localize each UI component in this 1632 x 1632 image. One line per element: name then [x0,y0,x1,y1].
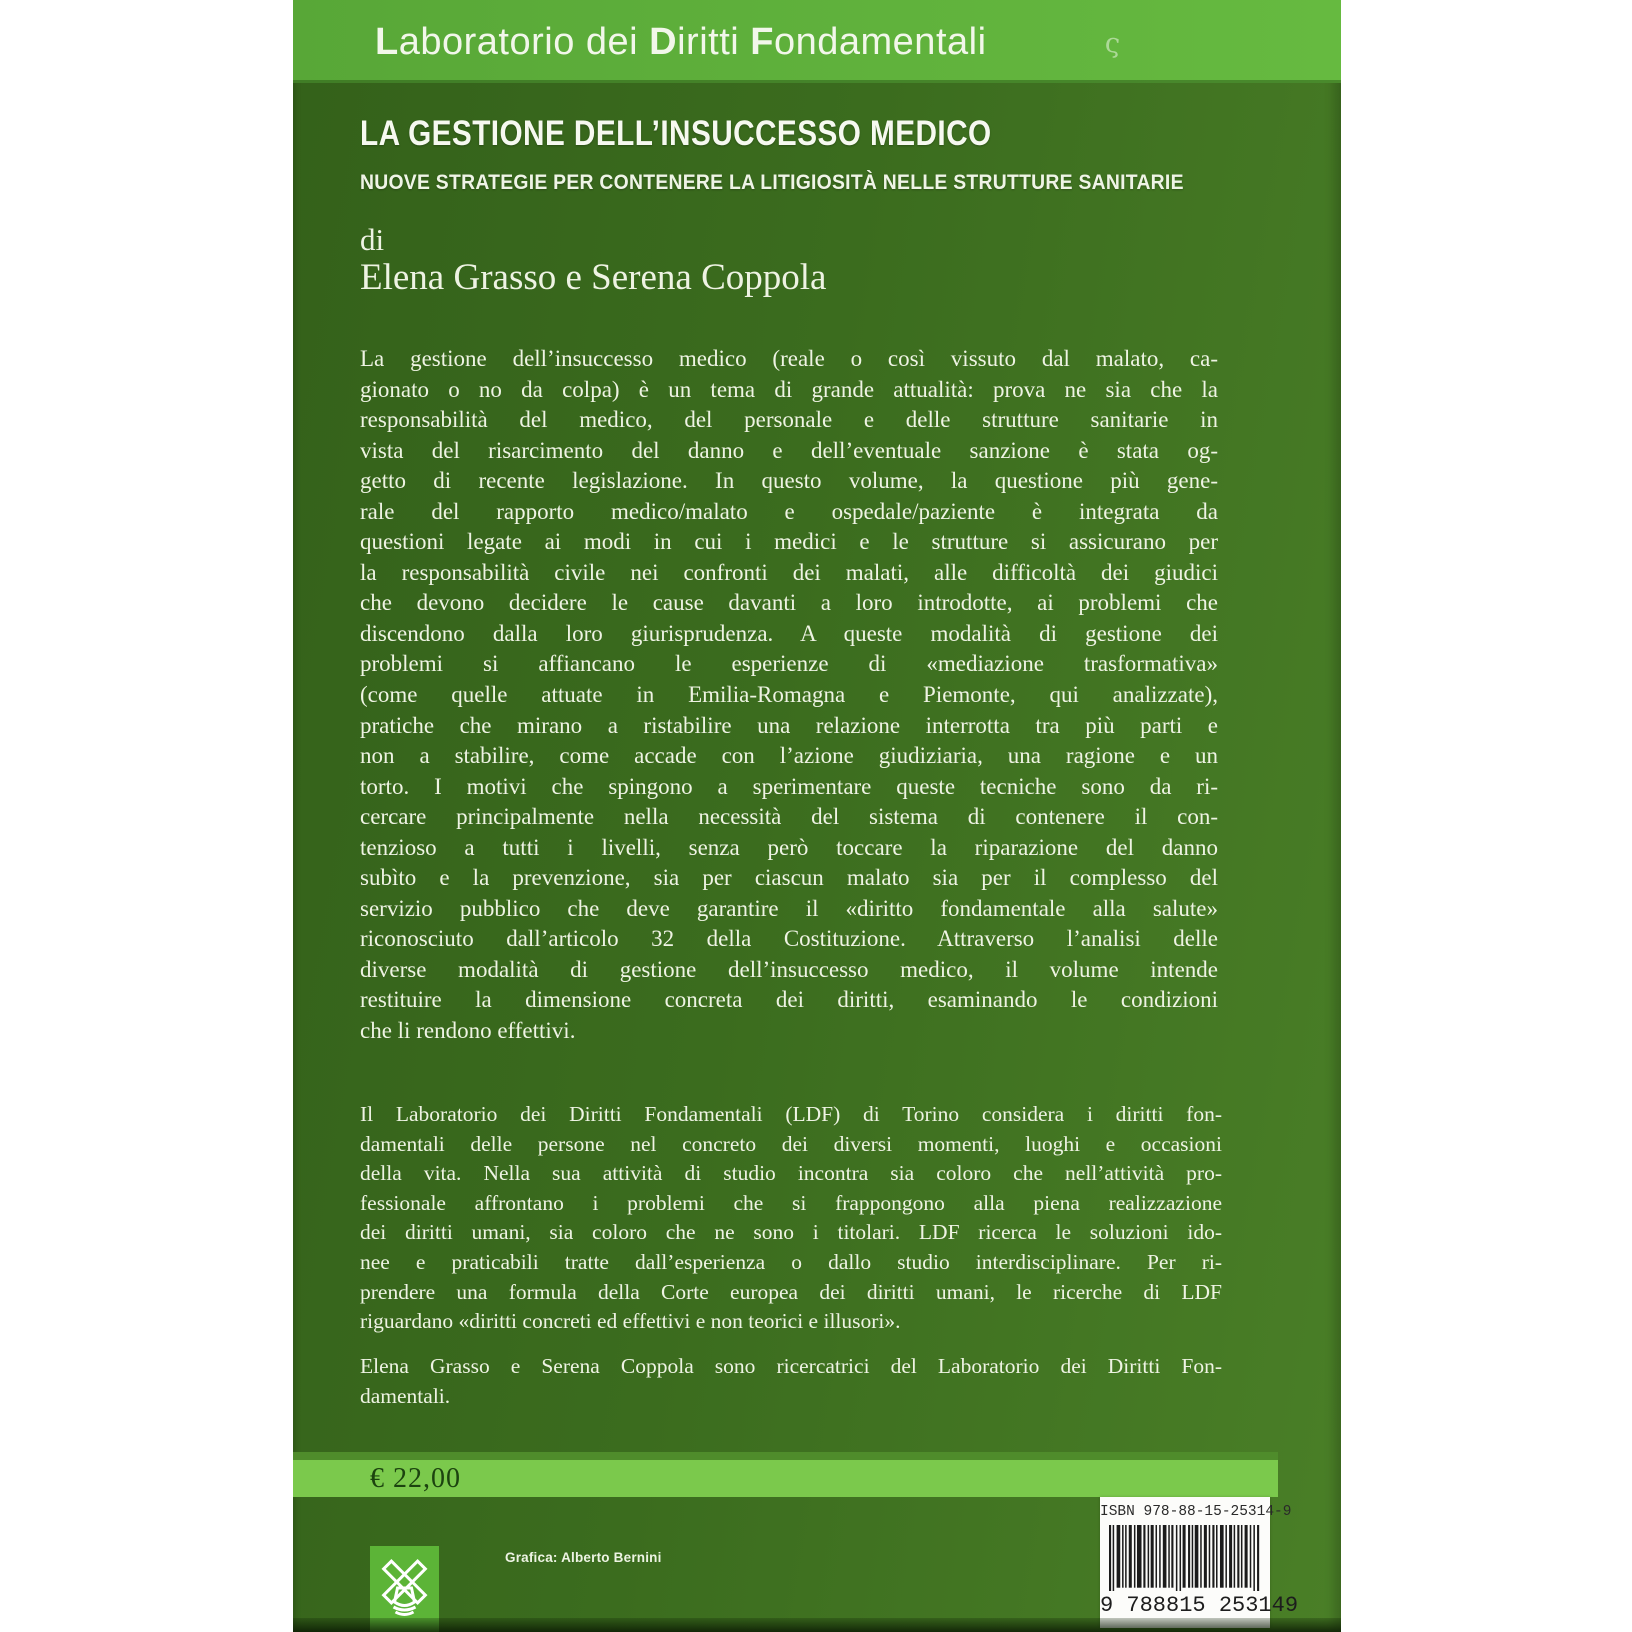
text-line: della vita. Nella sua attività di studio incontra sia coloro che nell’attività pro- [360,1161,1222,1186]
series-title-initial: L [375,21,399,63]
authors-names: Elena Grasso e Serena Coppola [360,257,827,298]
print-smudge-mark: ς [1103,27,1122,60]
text-line: nee e praticabili tratte dall’esperienza o dallo studio interdisciplinare. Per ri- [360,1249,1222,1274]
byline-prefix: di [360,222,385,257]
text-line: la responsabilità civile nei confronti dei malati, alle difficoltà dei giudici [360,559,1218,585]
text-line: discendono dalla loro giurisprudenza. A queste modalità di gestione dei [360,620,1218,646]
text-line: non a stabilire, come accade con l’azione giudiziaria, una ragione e un [360,743,1218,769]
barcode-digits: 9 788815 253149 [1100,1593,1299,1618]
text-line: damentali delle persone nel concreto dei diversi momenti, luoghi e occasioni [360,1131,1222,1156]
text-line: riconosciuto dall’articolo 32 della Costituzione. Attraverso l’analisi delle [360,926,1218,952]
text-line: torto. I motivi che spingono a sperimentare queste tecniche sono da ri- [360,773,1218,799]
book-subtitle: NUOVE STRATEGIE PER CONTENERE LA LITIGIOSITÀ NELLE STRUTTURE SANITARIE [360,170,1184,194]
cover-bottom-edge-shadow [293,1618,1341,1632]
text-line: pratiche che mirano a ristabilire una relazione interrotta tra più parti e [360,712,1218,738]
text-line: Il Laboratorio dei Diritti Fondamentali (LDF) di Torino considera i diritti fon- [360,1102,1222,1126]
text-line: restituire la dimensione concreta dei diritti, esaminando le condizioni [360,987,1218,1013]
series-title-part: aboratorio dei [398,21,650,63]
text-line: che devono decidere le cause davanti a loro introdotte, ai problemi che [360,590,1218,616]
series-title-initial: D [649,21,678,63]
isbn-barcode-box [1100,1497,1299,1628]
text-line: (come quelle attuate in Emilia-Romagna e Piemonte, qui analizzate), [360,682,1218,708]
synopsis-paragraph [360,344,1218,1047]
text-line: problemi si affiancano le esperienze di «mediazione trasformativa» [360,651,1218,677]
text-line: vista del risarcimento del danno e dell’eventuale sanzione è stata og- [360,437,1218,463]
graphics-credit: Grafica: Alberto Bernini [505,1550,662,1565]
price-band-upper-strip [293,1452,1278,1460]
text-line: diverse modalità di gestione dell’insuccesso medico, il volume intende [360,956,1218,982]
text-line: fessionale affrontano i problemi che si frappongono alla piena realizzazione [360,1190,1222,1215]
series-header-band [293,0,1341,83]
text-line: servizio pubblico che deve garantire il «diritto fondamentale alla salute» [360,895,1218,921]
text-line: prendere una formula della Corte europea dei diritti umani, le ricerche di LDF [360,1279,1222,1304]
text-line: rale del rapporto medico/malato e ospedale/paziente è integrata da [360,498,1218,524]
series-title-part: iritti [677,21,751,63]
text-line: La gestione dell’insuccesso medico (reale o così vissuto dal malato, ca- [360,346,1218,371]
series-title [375,21,987,64]
text-line: dei diritti umani, sia coloro che ne sono i titolari. LDF ricerca le soluzioni ido- [360,1220,1222,1245]
book-title: LA GESTIONE DELL’INSUCCESSO MEDICO [360,114,992,153]
text-line: subìto e la prevenzione, sia per ciascun malato sia per il complesso del [360,865,1218,891]
about-ldf-paragraph [360,1100,1222,1337]
text-line: tenzioso a tutti i livelli, senza però toccare la riparazione del danno [360,834,1218,860]
text-line: Elena Grasso e Serena Coppola sono ricercatrici del Laboratorio dei Diritti Fon- [360,1354,1222,1378]
text-line: gionato o no da colpa) è un tema di grande attualità: prova ne sia che la [360,376,1218,402]
price-band [293,1460,1278,1497]
barcode [1109,1525,1261,1591]
price-value: € 22,00 [370,1463,461,1494]
text-line: che li rendono effettivi. [360,1018,576,1044]
about-authors-paragraph [360,1352,1222,1411]
series-title-part: ondamentali [773,21,987,63]
text-line: responsabilità del medico, del personale e delle strutture sanitarie in [360,407,1218,433]
text-line: riguardano «diritti concreti ed effettivi e non teorici e illusori». [360,1309,901,1334]
text-line: damentali. [360,1383,451,1408]
isbn-number: ISBN 978-88-15-25314-9 [1100,1504,1292,1520]
series-title-initial: F [750,21,774,63]
text-line: questioni legate ai modi in cui i medici e le strutture si assicurano per [360,529,1218,555]
book-back-cover [293,0,1341,1632]
text-line: getto di recente legislazione. In questo volume, la questione più gene- [360,468,1218,494]
text-line: cercare principalmente nella necessità del sistema di contenere il con- [360,804,1218,830]
